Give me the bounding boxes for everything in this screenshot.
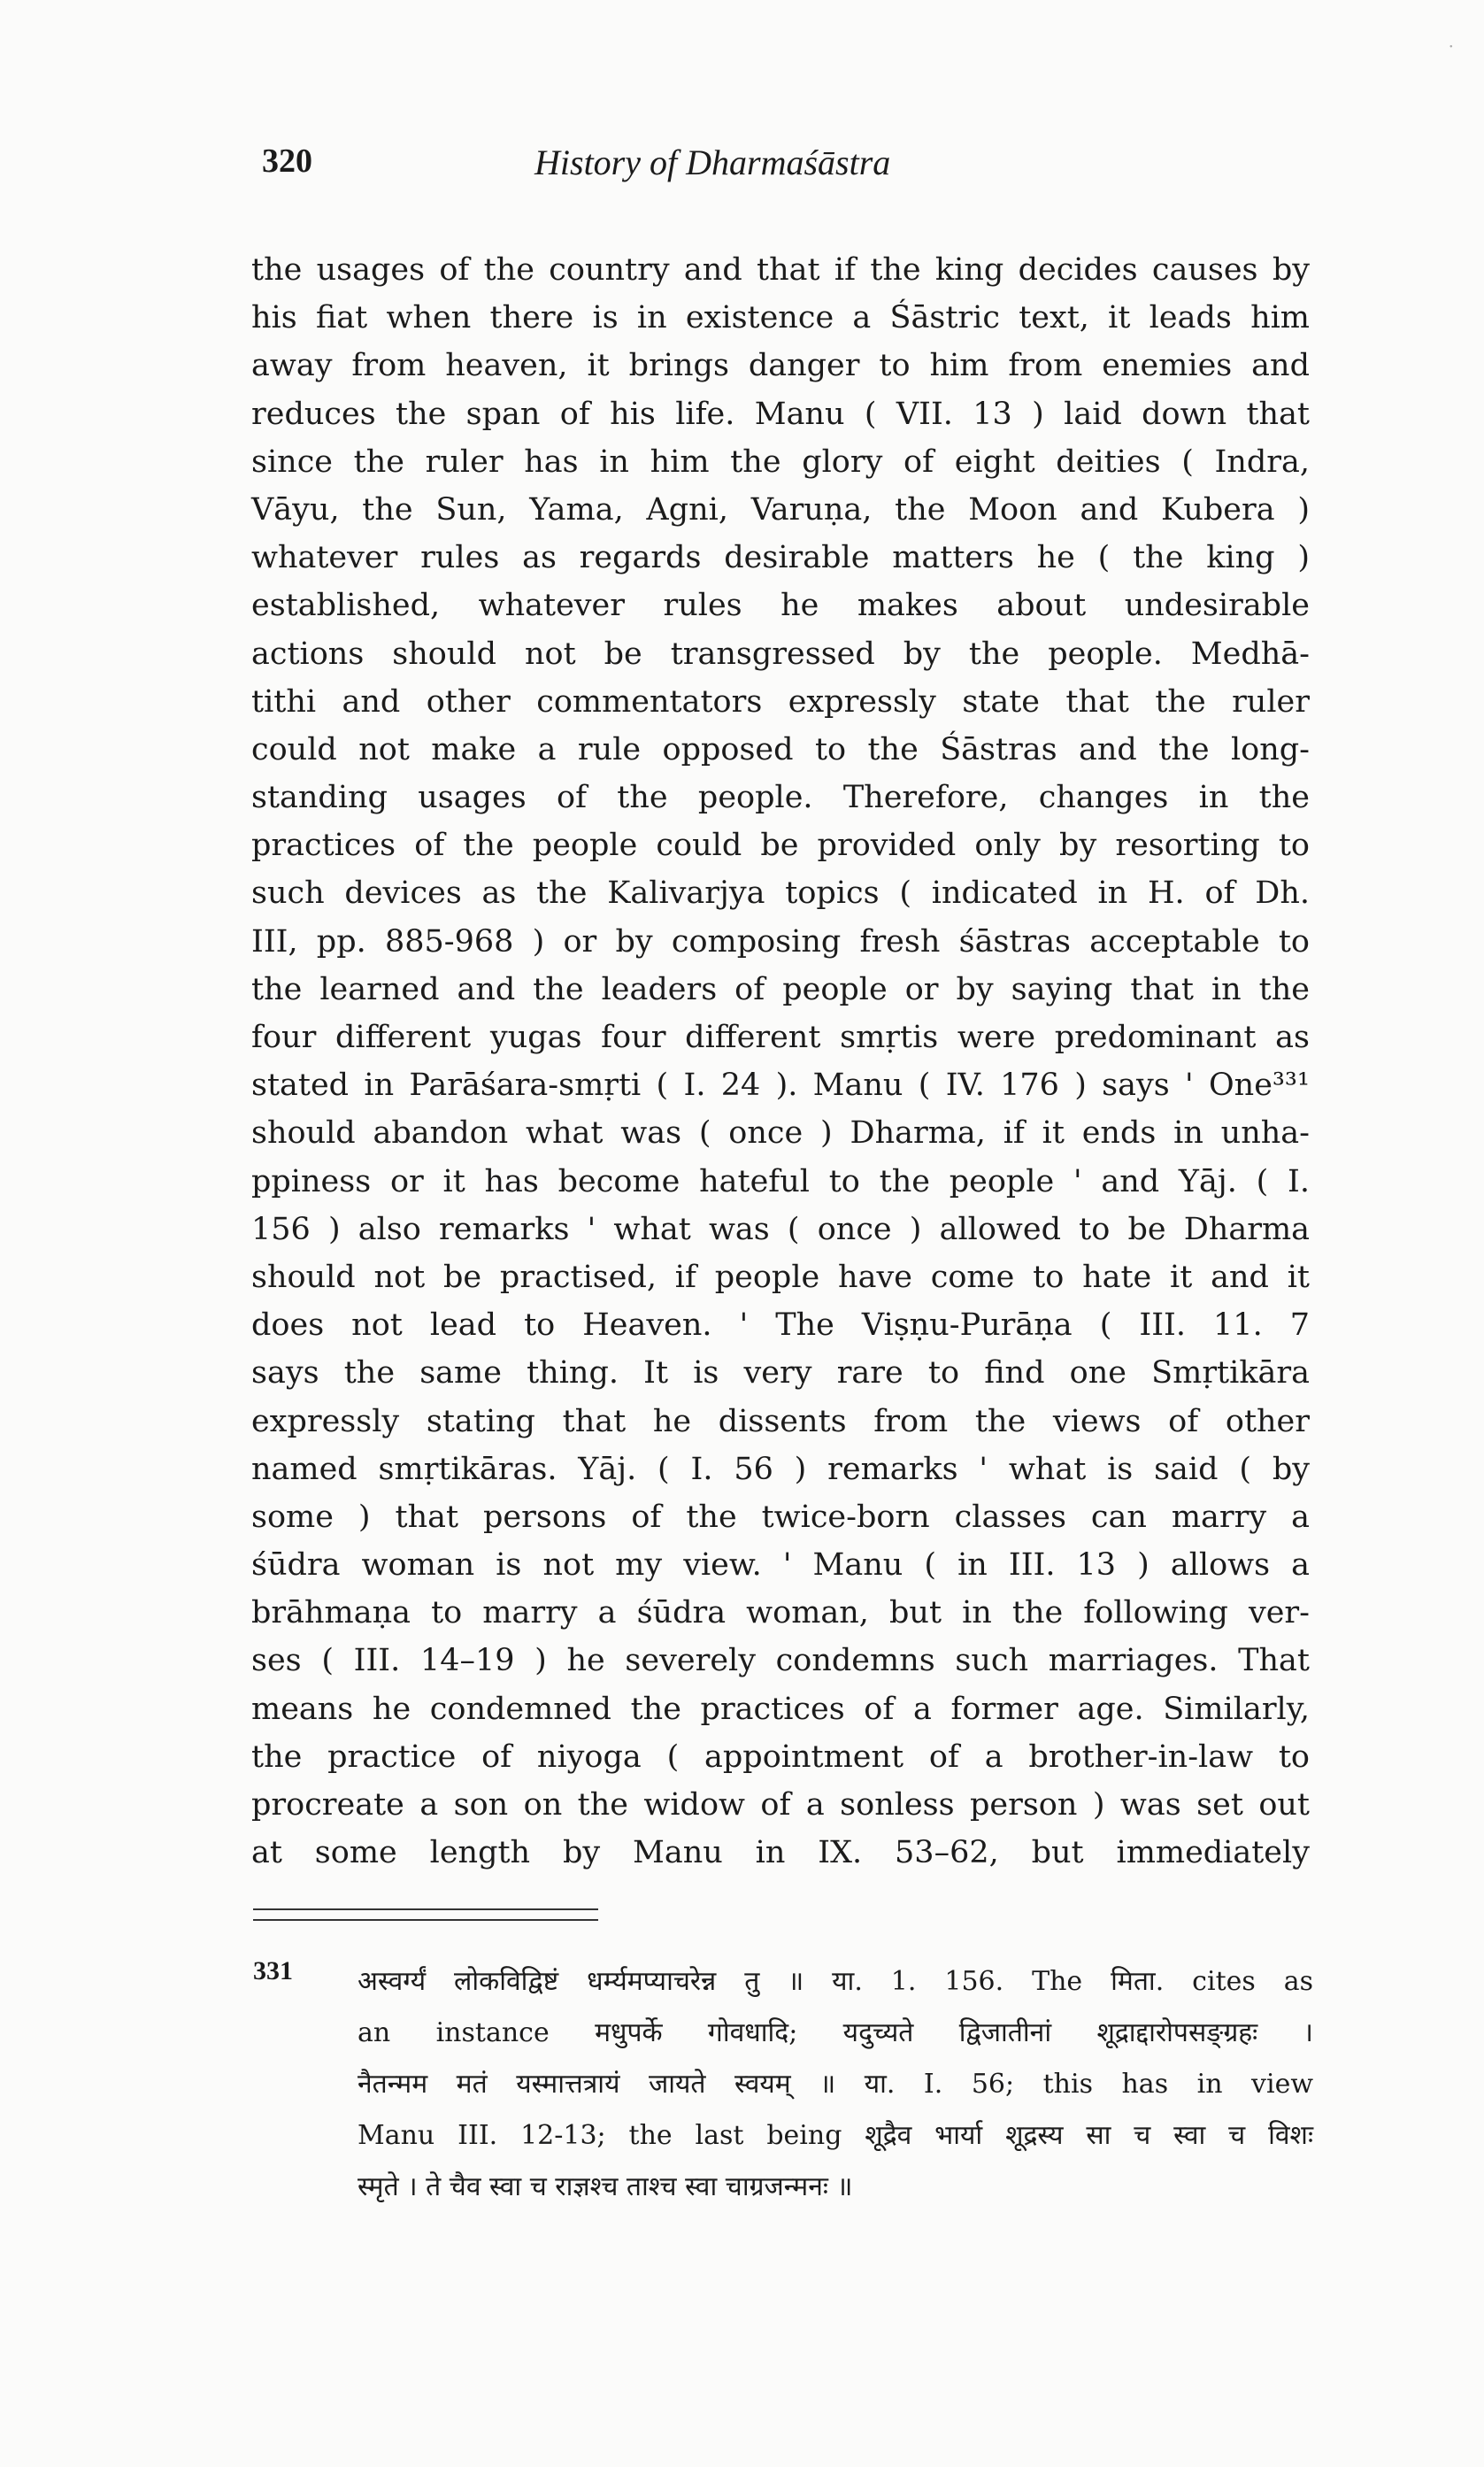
body-line: III, pp. 885-968 ) or by composing fresh śāstras acceptable to (251, 923, 1310, 960)
body-line: could not make a rule opposed to the Śāstras and the long- (251, 731, 1310, 767)
body-line: some ) that persons of the twice-born classes can marry a (251, 1499, 1310, 1535)
body-line: the usages of the country and that if the king decides causes by (251, 252, 1310, 288)
body-line: actions should not be transgressed by the people. Medhā- (251, 636, 1310, 672)
body-line: established, whatever rules he makes about undesirable (251, 588, 1310, 624)
body-line: expressly stating that he dissents from the views of other (251, 1403, 1310, 1439)
page-number: 320 (262, 143, 312, 180)
running-title: History of Dharmaśāstra (534, 143, 891, 182)
body-line: the practice of niyoga ( appointment of a brother-in-law to (251, 1738, 1310, 1775)
body-text (251, 246, 1310, 1877)
body-line: stated in Parāśara-smṛti ( I. 24 ). Manu ( IV. 176 ) says ' One³³¹ (251, 1068, 1310, 1104)
body-line: ses ( III. 14–19 ) he severely condemns such marriages. That (251, 1643, 1310, 1679)
body-line: says the same thing. It is very rare to find one Smṛtikāra (251, 1355, 1310, 1392)
body-line: brāhmaṇa to marry a śūdra woman, but in the following ver- (251, 1595, 1310, 1631)
body-line: away from heaven, it brings danger to him from enemies and (251, 348, 1310, 384)
body-line: named smṛtikāras. Yāj. ( I. 56 ) remarks ' what is said ( by (251, 1451, 1310, 1487)
body-line: the learned and the leaders of people or by saying that in the (251, 971, 1310, 1007)
body-line: should not be practised, if people have come to hate it and it (251, 1259, 1310, 1295)
body-line: practices of the people could be provided only by resorting to (251, 828, 1310, 864)
footnote-text (358, 1956, 1313, 2213)
footnote-separator (253, 1908, 598, 1921)
footnote-line: नैतन्मम मतं यस्मात्तत्रायं जायते स्वयम् ॥ या. I. 56; this has in view (358, 2069, 1313, 2100)
body-line: standing usages of the people. Therefore, changes in the (251, 780, 1310, 816)
body-line: procreate a son on the widow of a sonless person ) was set out (251, 1787, 1310, 1823)
body-line: tithi and other commentators expressly state that the ruler (251, 683, 1310, 720)
body-line: such devices as the Kalivarjya topics ( indicated in H. of Dh. (251, 875, 1310, 912)
margin-mark: · (1448, 35, 1454, 57)
body-line: whatever rules as regards desirable matters he ( the king ) (251, 540, 1310, 576)
body-line: does not lead to Heaven. ' The Viṣṇu-Purāṇa ( III. 11. 7 (251, 1307, 1310, 1344)
footnote-line: अस्वर्ग्यं लोकविद्विष्टं धर्म्यमप्याचरेन्न तु ॥ या. 1. 156. The मिता. cites as (358, 1966, 1313, 1997)
body-line: since the ruler has in him the glory of eight deities ( Indra, (251, 443, 1310, 480)
footnote-number: 331 (253, 1956, 293, 1985)
body-line: should abandon what was ( once ) Dharma, if it ends in unha- (251, 1115, 1310, 1152)
body-line: his fiat when there is in existence a Śāstric text, it leads him (251, 300, 1310, 336)
footnote-line: an instance मधुपर्के गोवधादि; यदुच्यते द्विजातीनां शूद्राद्दारोपसङ्ग्रहः । (358, 2017, 1313, 2048)
body-line: four different yugas four different smṛtis were predominant as (251, 1020, 1310, 1055)
body-line: means he condemned the practices of a former age. Similarly, (251, 1691, 1310, 1727)
body-line: Vāyu, the Sun, Yama, Agni, Varuṇa, the Moon and Kubera ) (251, 491, 1310, 528)
body-line: reduces the span of his life. Manu ( VII. 13 ) laid down that (251, 396, 1310, 432)
body-line: 156 ) also remarks ' what was ( once ) allowed to be Dharma (251, 1211, 1310, 1247)
footnote-line: स्मृते । ते चैव स्वा च राज्ञश्च ताश्च स्वा चाग्रजन्मनः ॥ (358, 2171, 853, 2202)
page-header (0, 142, 1484, 195)
footnote-line: Manu III. 12-13; the last being शूद्रैव भार्या शूद्रस्य सा च स्वा च विशः (358, 2120, 1313, 2151)
body-line: at some length by Manu in IX. 53–62, but immediately (251, 1835, 1310, 1871)
body-line: ppiness or it has become hateful to the people ' and Yāj. ( I. (251, 1163, 1310, 1199)
body-line: śūdra woman is not my view. ' Manu ( in III. 13 ) allows a (251, 1547, 1310, 1584)
